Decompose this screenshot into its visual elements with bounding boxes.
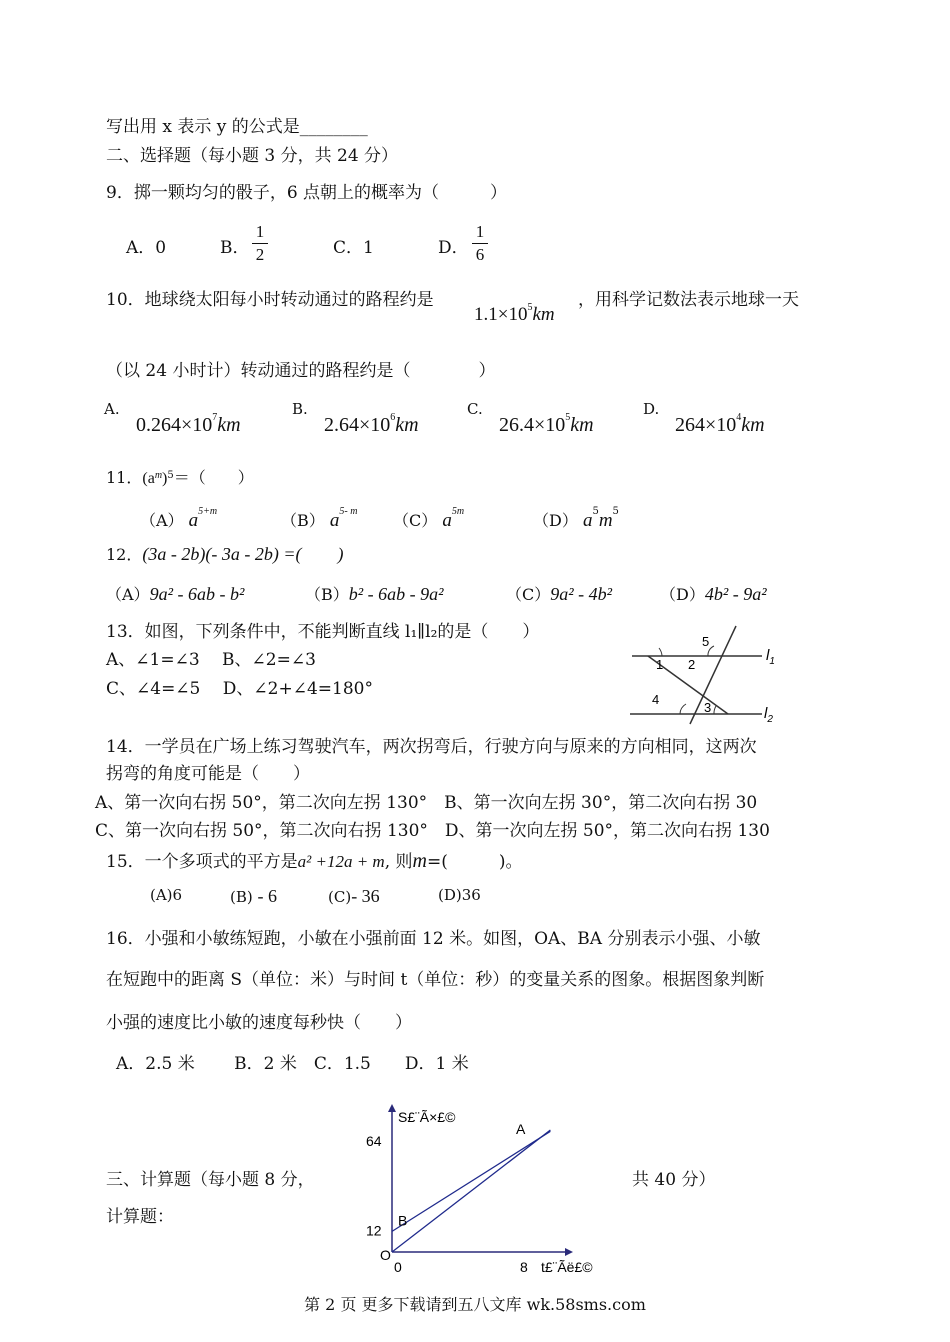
question-15 (106, 850, 523, 873)
question-14-part-1: 14．一学员在广场上练习驾驶汽车，两次拐弯后，行驶方向与原来的方向相同，这两次 (106, 737, 757, 757)
l2-subscript: 2 (767, 714, 773, 725)
q11-opt-a-var: a (188, 510, 199, 531)
q10-opt-a-exp: 7 (212, 412, 218, 423)
origin-label: O (380, 1247, 391, 1263)
q11-opt-d-m: m (598, 510, 613, 531)
calc-label: 计算题： (106, 1207, 174, 1227)
formula-line: 写出用 x 表示 y 的公式是________ (106, 117, 368, 137)
question-16-part-1: 16．小强和小敏练短跑，小敏在小强前面 12 米。如图，OA、BA 分别表示小强、小敏 (106, 929, 761, 949)
q11-close: ) (162, 470, 168, 487)
q10-expr-exponent: 5 (527, 302, 533, 313)
q9-option-b: B． (220, 238, 250, 258)
q10-option-c (499, 414, 594, 437)
angle-1-arc (659, 648, 662, 656)
q10-opt-b-unit: km (395, 414, 419, 436)
section-2-title: 二、选择题（每小题 3 分，共 24 分） (106, 146, 399, 166)
y-tick-64: 64 (366, 1133, 382, 1150)
q11-exp-5: 5 (167, 470, 174, 481)
q11-opt-d-var: a (582, 510, 593, 531)
angle-label-5: 5 (702, 634, 710, 649)
q10-opt-b-base: 2.64×10 (324, 414, 391, 436)
question-9: 9．掷一颗均匀的骰子，6 点朝上的概率为（ ） (106, 183, 508, 203)
q15-option-d: (D)36 (438, 886, 481, 904)
q12-opt-d-label: （D） (660, 585, 705, 604)
q11-opt-b-label: （B） (281, 511, 325, 530)
question-11 (106, 467, 254, 490)
q10-opt-c-exp: 5 (565, 412, 571, 423)
l1-letter: l (766, 647, 770, 664)
y-axis-label: S£¨Ã×£© (398, 1109, 456, 1125)
q14-options-cd: C、第一次向右拐 50°，第二次向右拐 130° D、第一次向左拐 50°，第二次向右拐 130 (95, 821, 770, 841)
q9-b-denominator: 2 (255, 245, 265, 264)
q10-opt-d-exp: 4 (736, 412, 742, 423)
q9-b-numerator: 1 (255, 222, 265, 241)
line-label-l1 (766, 647, 775, 667)
q12-option-d (660, 582, 767, 605)
q12-opt-c-expr: 9a² - 4b² (550, 584, 613, 604)
q15-text-b: , 则 (384, 852, 413, 872)
q10-speed-expression (474, 304, 555, 326)
q15-opt-b-value: - 6 (257, 886, 278, 906)
q11-option-d (533, 508, 619, 532)
q15-opt-c-value: - 36 (351, 886, 380, 906)
q11-opt-c-var: a (442, 510, 452, 531)
q10-option-d (675, 414, 765, 437)
q15-opt-b-label: (B) (230, 888, 253, 906)
q10-opt-d-unit: km (741, 414, 765, 436)
q16-distance-time-chart (355, 1098, 625, 1280)
q12-opt-a-expr: 9a² - 6ab - b² (149, 584, 245, 604)
q11-opt-c-label: （C） (393, 511, 438, 530)
q11-option-a (140, 508, 217, 532)
series-line-ba (392, 1131, 550, 1231)
q15-option-b (230, 886, 277, 907)
q11-opt-b-exp: 5- m (339, 506, 358, 517)
q11-opt-c-exp: 5m (451, 506, 465, 517)
q12-option-c (506, 582, 612, 605)
q11-option-b (281, 508, 357, 532)
q9-b-fraction (250, 222, 270, 265)
q11-option-c (393, 508, 464, 532)
q10-option-c-label: C. (467, 400, 483, 418)
q9-d-numerator: 1 (475, 222, 485, 241)
angle-3-arc (714, 706, 716, 714)
section-3-title-right: 共 40 分） (632, 1170, 716, 1190)
q9-option-a: A．0 (126, 238, 167, 258)
line-label-l2 (764, 705, 773, 725)
q12-opt-a-label: （A） (106, 585, 150, 604)
x-tick-0: 0 (394, 1259, 402, 1275)
section-3-title-left: 三、计算题（每小题 8 分， (106, 1170, 315, 1190)
q10-expr-base: 1.1×10 (474, 304, 528, 325)
q9-option-c: C．1 (333, 238, 374, 258)
q11-exp-m: m (154, 470, 163, 481)
q15-text-c: =( )。 (426, 852, 523, 872)
q11-opt-a-label: （A） (140, 511, 184, 530)
angle-label-1: 1 (656, 657, 664, 672)
q10-expr-unit: km (532, 304, 555, 325)
q11-opt-d-label: （D） (533, 511, 578, 530)
q11-opt-d-exp1: 5 (592, 506, 599, 517)
q9-d-denominator: 6 (475, 245, 485, 264)
q12-number: 12． (106, 545, 143, 564)
q12-opt-d-expr: 4b² - 9a² (704, 584, 767, 604)
transversal-right (690, 626, 736, 724)
q13-options-ab: A、∠1=∠3 B、∠2=∠3 (106, 650, 316, 670)
q9-option-d: D． (438, 238, 469, 258)
q10-opt-a-base: 0.264×10 (136, 414, 213, 436)
q11-opt-d-exp2: 5 (612, 506, 619, 517)
question-10-part-1: 10．地球绕太阳每小时转动通过的路程约是 (106, 290, 434, 310)
y-tick-12: 12 (366, 1222, 382, 1239)
q10-option-a (136, 414, 241, 437)
q10-opt-c-base: 26.4×10 (499, 414, 566, 436)
q15-m: m (412, 850, 427, 872)
q11-base: (a (142, 470, 155, 487)
question-12 (106, 543, 343, 566)
q16-options: A．2.5 米 B．2 米 C．1.5 D．1 米 (116, 1054, 469, 1074)
q10-option-b-label: B. (292, 400, 308, 418)
q12-option-b (305, 582, 444, 605)
q10-option-b (324, 414, 419, 437)
q13-figure (620, 624, 790, 729)
x-axis-arrow (565, 1248, 573, 1256)
q11-tail: ＝（ ） (173, 468, 254, 487)
q12-expression: (3a - 2b)(- 3a - 2b) =( ) (142, 544, 344, 564)
q10-opt-d-base: 264×10 (675, 414, 737, 436)
l1-subscript: 1 (769, 656, 775, 667)
q12-option-a (106, 582, 244, 605)
angle-label-2: 2 (688, 657, 696, 672)
question-10-part-3: （以 24 小时计）转动通过的路程约是（ ） (106, 361, 496, 381)
y-axis-arrow (388, 1104, 396, 1112)
question-16-part-2: 在短跑中的距离 S（单位：米）与时间 t（单位：秒）的变量关系的图象。根据图象判断 (106, 970, 765, 990)
l2-letter: l (764, 705, 768, 722)
angle-label-4: 4 (652, 692, 660, 707)
q9-d-fraction (470, 222, 490, 265)
angle-label-3: 3 (704, 700, 712, 715)
question-10-part-2: ，用科学记数法表示地球一天 (578, 290, 799, 310)
q13-options-cd: C、∠4=∠5 D、∠2+∠4=180° (106, 679, 373, 699)
q11-opt-a-exp: 5+m (198, 506, 218, 517)
q11-opt-b-var: a (329, 510, 340, 531)
point-label-b: B (398, 1212, 408, 1229)
q12-opt-c-label: （C） (506, 585, 551, 604)
angle-4-arc (680, 704, 686, 714)
q10-opt-b-exp: 6 (390, 412, 396, 423)
q14-options-ab: A、第一次向右拐 50°，第二次向左拐 130° B、第一次向左拐 30°，第二次向右拐 30 (95, 793, 758, 813)
question-13: 13．如图，下列条件中，不能判断直线 l₁∥l₂的是（ ） (106, 622, 540, 642)
q15-text-a: 15．一个多项式的平方是 (106, 852, 298, 872)
q10-opt-c-unit: km (570, 414, 594, 436)
question-16-part-3: 小强的速度比小敏的速度每秒快（ ） (106, 1013, 412, 1033)
q10-opt-a-unit: km (217, 414, 241, 436)
q15-expression: a² +12a + m (297, 852, 385, 871)
page-footer: 第 2 页 更多下载请到五八文库 wk.58sms.com (304, 1295, 646, 1314)
x-axis-label: t£¨Ãë£© (541, 1259, 593, 1275)
q12-opt-b-label: （B） (305, 585, 349, 604)
q10-option-a-label: A. (104, 400, 120, 418)
q11-number: 11． (106, 468, 143, 487)
point-label-a: A (516, 1121, 526, 1138)
q15-option-a: (A)6 (150, 886, 183, 904)
q10-option-d-label: D. (643, 400, 660, 418)
q15-opt-c-label: (C) (328, 888, 352, 906)
q12-opt-b-expr: b² - 6ab - 9a² (348, 584, 444, 604)
x-tick-8: 8 (520, 1259, 528, 1275)
series-line-oa (392, 1130, 550, 1252)
question-14-part-2: 拐弯的角度可能是（ ） (106, 764, 310, 784)
q15-option-c (328, 886, 380, 907)
